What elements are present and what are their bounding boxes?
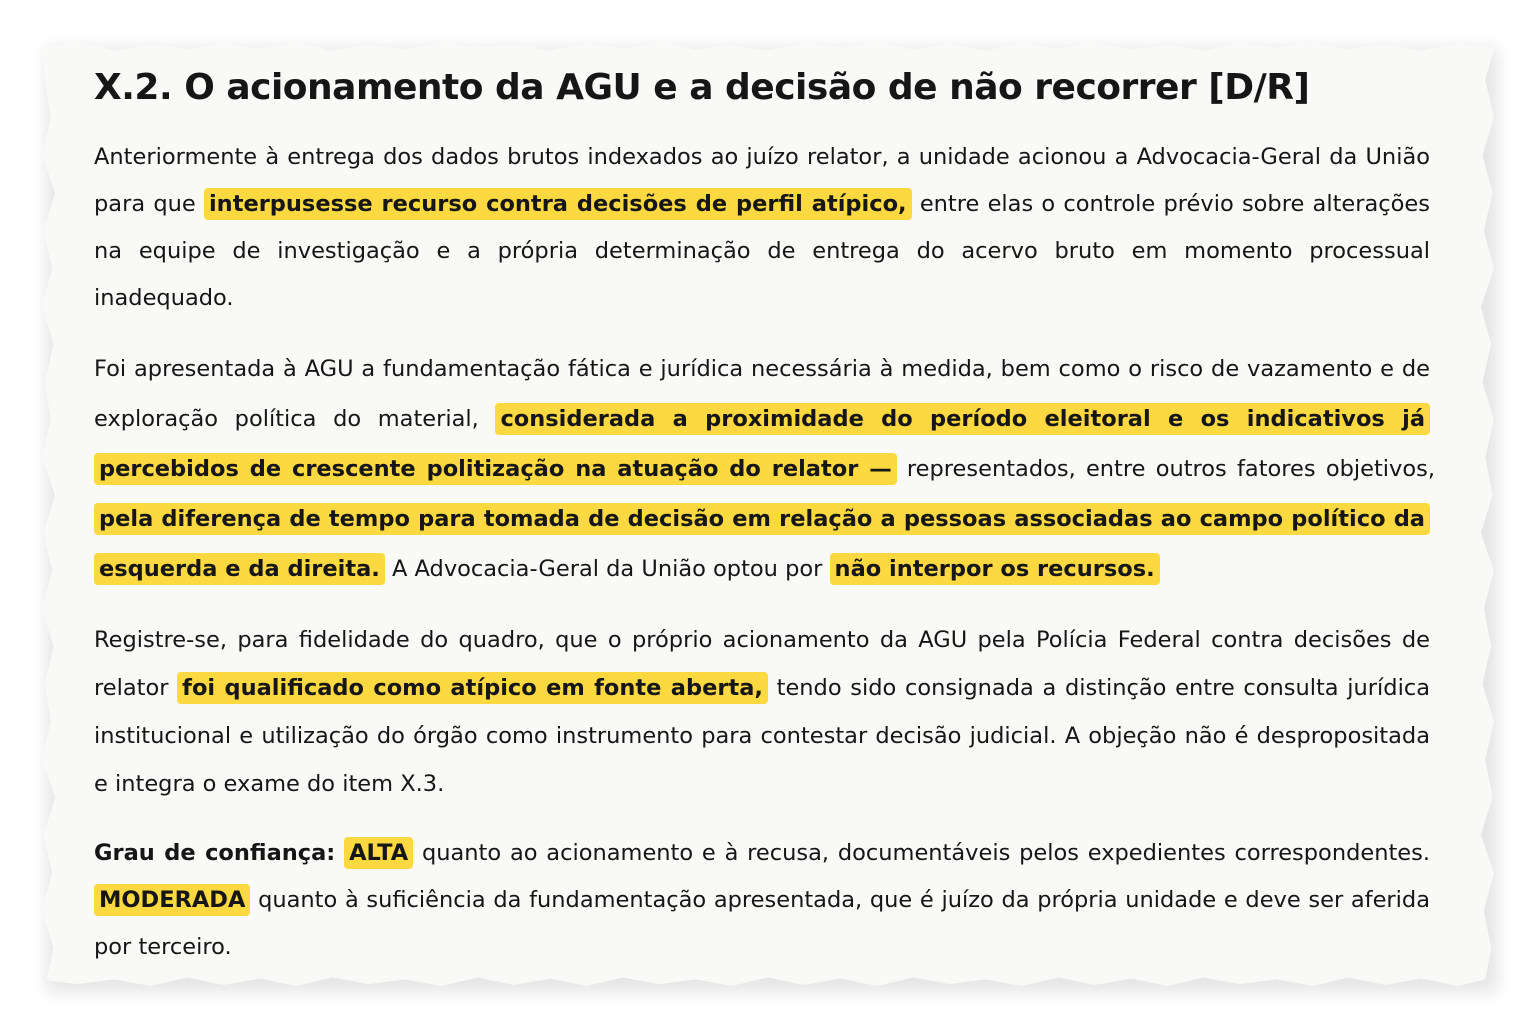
- paragraph-4-confidence: [94, 830, 1430, 971]
- p4-text-1: quanto ao acionamento e à recusa, documentáveis pelos expedientes correspondentes.: [413, 840, 1431, 866]
- p1-text-1: Anteriormente à entrega dos dados brutos indexados ao juízo relator, a unidade acionou a Advocacia-Geral da União para que: [94, 144, 1430, 217]
- paragraph-3: [94, 616, 1430, 808]
- p2-highlight-2: pela diferença de tempo para tomada de decisão em relação a pessoas associadas ao campo político da esquerda e da direita.: [94, 503, 1430, 585]
- p2-text-1: Foi apresentada à AGU a fundamentação fática e jurídica necessária à medida, bem como o risco de vazamento e de exploração política do material,: [94, 356, 1430, 432]
- paragraph-2: [94, 344, 1435, 594]
- p1-text-2: entre elas o controle prévio sobre alterações na equipe de investigação e a própria determinação de entrega do acervo bruto em momento processual inadequado.: [94, 191, 1430, 311]
- p2-highlight-1: considerada a proximidade do período eleitoral e os indicativos já percebidos de crescente politização na atuação do relator —: [94, 403, 1430, 485]
- p4-text-2: quanto à suficiência da fundamentação apresentada, que é juízo da própria unidade e deve ser aferida por terceiro.: [94, 887, 1430, 960]
- p1-highlight-1: interpusesse recurso contra decisões de perfil atípico,: [204, 188, 912, 220]
- p2-text-3: A Advocacia-Geral da União optou por: [384, 556, 830, 582]
- p3-highlight-1: foi qualificado como atípico em fonte aberta,: [177, 672, 768, 704]
- confidence-high-badge: ALTA: [344, 837, 413, 869]
- paragraph-1: [94, 134, 1430, 322]
- confidence-moderate-badge: MODERADA: [94, 884, 250, 916]
- p2-text-2: representados, entre outros fatores objetivos,: [896, 456, 1435, 482]
- section-heading: X.2. O acionamento da AGU e a decisão de não recorrer [D/R]: [94, 67, 1310, 108]
- p3-text-2: tendo sido consignada a distinção entre consulta jurídica institucional e utilização do órgão como instrumento para contestar decisão judicial. A objeção não é despropositada e integra o exame do item X.3.: [94, 675, 1430, 797]
- confidence-label: Grau de confiança:: [94, 840, 336, 866]
- p3-text-1: Registre-se, para fidelidade do quadro, que o próprio acionamento da AGU pela Polícia Federal contra decisões de relator: [94, 627, 1430, 701]
- p2-highlight-3: não interpor os recursos.: [830, 553, 1160, 585]
- document-content: [94, 62, 1435, 993]
